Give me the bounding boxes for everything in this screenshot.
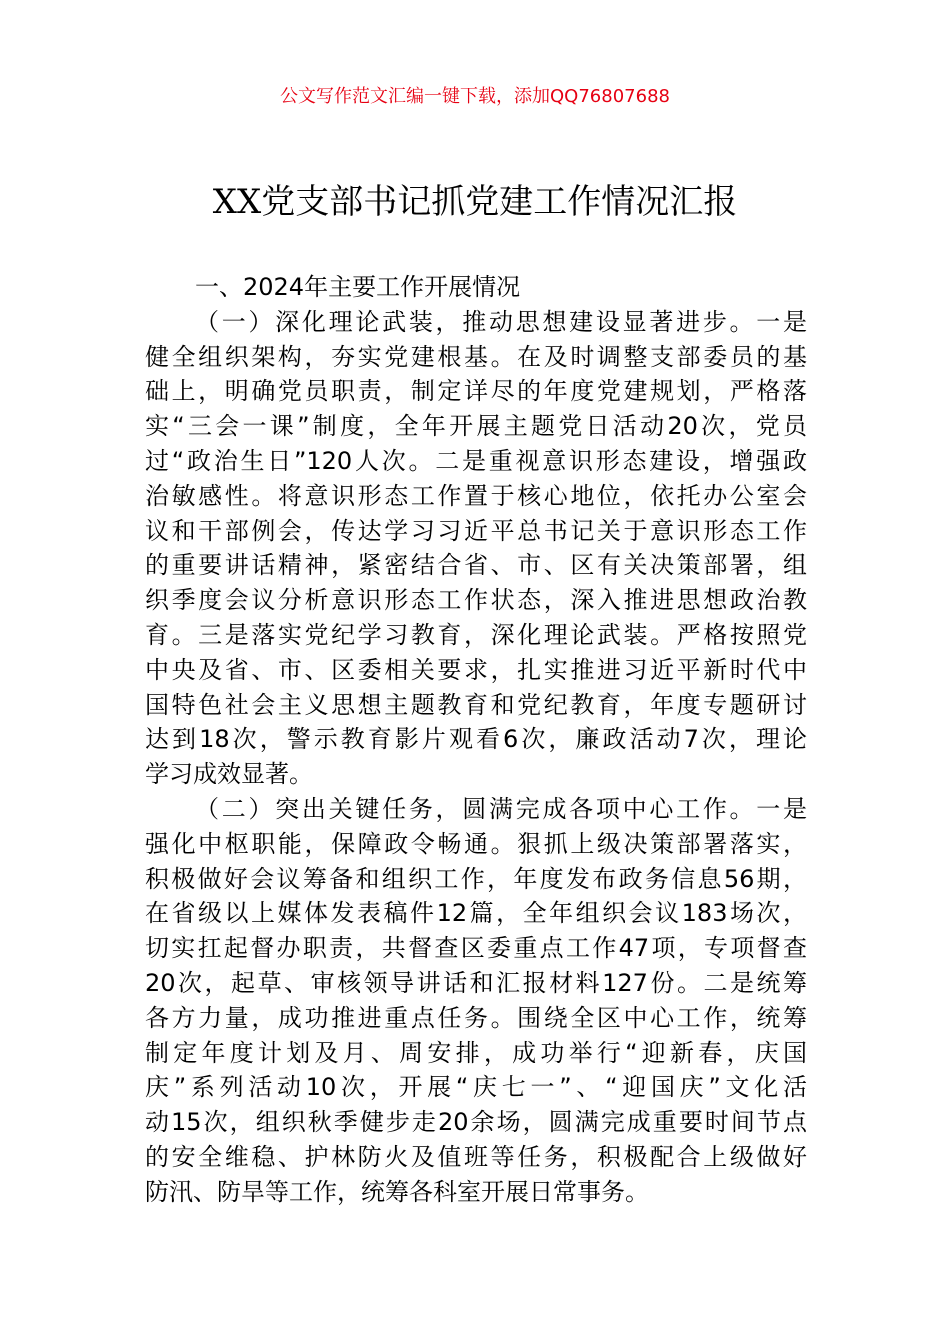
paragraph-line: 达到18次，警示教育影片观看6次，廉政活动7次，理论 xyxy=(145,725,807,754)
paragraph-line: 育。三是落实党纪学习教育，深化理论武装。严格按照党 xyxy=(145,620,807,649)
paragraph-line: 防汛、防旱等工作，统筹各科室开展日常事务。 xyxy=(145,1177,649,1206)
paragraph-line: 动15次，组织秋季健步走20余场，圆满完成重要时间节点 xyxy=(145,1108,807,1137)
paragraph-line: 中央及省、市、区委相关要求，扎实推进习近平新时代中 xyxy=(145,655,807,684)
paragraph-line: 庆”系列活动10次，开展“庆七一”、“迎国庆”文化活 xyxy=(145,1073,807,1102)
paragraph-line: 积极做好会议筹备和组织工作，年度发布政务信息56期， xyxy=(145,864,807,893)
paragraph-line: 学习成效显著。 xyxy=(145,760,313,789)
paragraph-line: 治敏感性。将意识形态工作置于核心地位，依托办公室会 xyxy=(145,481,807,510)
section-heading: 一、2024年主要工作开展情况 xyxy=(195,273,521,301)
paragraph-line: 的安全维稳、护林防火及值班等任务，积极配合上级做好 xyxy=(145,1142,807,1171)
paragraph-line: 实“三会一课”制度，全年开展主题党日活动20次，党员 xyxy=(145,412,807,441)
paragraph-line: 各方力量，成功推进重点任务。围绕全区中心工作，统筹 xyxy=(145,1003,807,1032)
paragraph-line: 过“政治生日”120人次。二是重视意识形态建设，增强政 xyxy=(145,446,807,475)
paragraph-line: 20次，起草、审核领导讲话和汇报材料127份。二是统筹 xyxy=(145,968,807,997)
paragraph-line: 制定年度计划及月、周安排，成功举行“迎新春，庆国 xyxy=(145,1038,807,1067)
paragraph-line: 在省级以上媒体发表稿件12篇，全年组织会议183场次， xyxy=(145,899,807,928)
document-title: XX党支部书记抓党建工作情况汇报 xyxy=(212,182,738,222)
paragraph-line: 健全组织架构，夯实党建根基。在及时调整支部委员的基 xyxy=(145,342,807,371)
download-banner: 公文写作范文汇编一键下载，添加QQ76807688 xyxy=(280,86,670,107)
paragraph-line: 织季度会议分析意识形态工作状态，深入推进思想政治教 xyxy=(145,586,807,615)
paragraph-line: （一）深化理论武装，推动思想建设显著进步。一是 xyxy=(195,307,807,336)
paragraph-line: 强化中枢职能，保障政令畅通。狠抓上级决策部署落实， xyxy=(145,829,807,858)
paragraph-line: 国特色社会主义思想主题教育和党纪教育，年度专题研讨 xyxy=(145,690,807,719)
paragraph-line: 的重要讲话精神，紧密结合省、市、区有关决策部署，组 xyxy=(145,551,807,580)
paragraph xyxy=(145,792,807,1210)
paragraph-line: 议和干部例会，传达学习习近平总书记关于意识形态工作 xyxy=(145,516,807,545)
paragraph-line: （二）突出关键任务，圆满完成各项中心工作。一是 xyxy=(195,794,807,823)
document-body xyxy=(145,270,807,1210)
paragraphs xyxy=(145,305,807,1210)
paragraph-line: 础上，明确党员职责，制定详尽的年度党建规划，严格落 xyxy=(145,377,807,406)
paragraph-line: 切实扛起督办职责，共督查区委重点工作47项，专项督查 xyxy=(145,934,807,963)
paragraph xyxy=(145,305,807,792)
